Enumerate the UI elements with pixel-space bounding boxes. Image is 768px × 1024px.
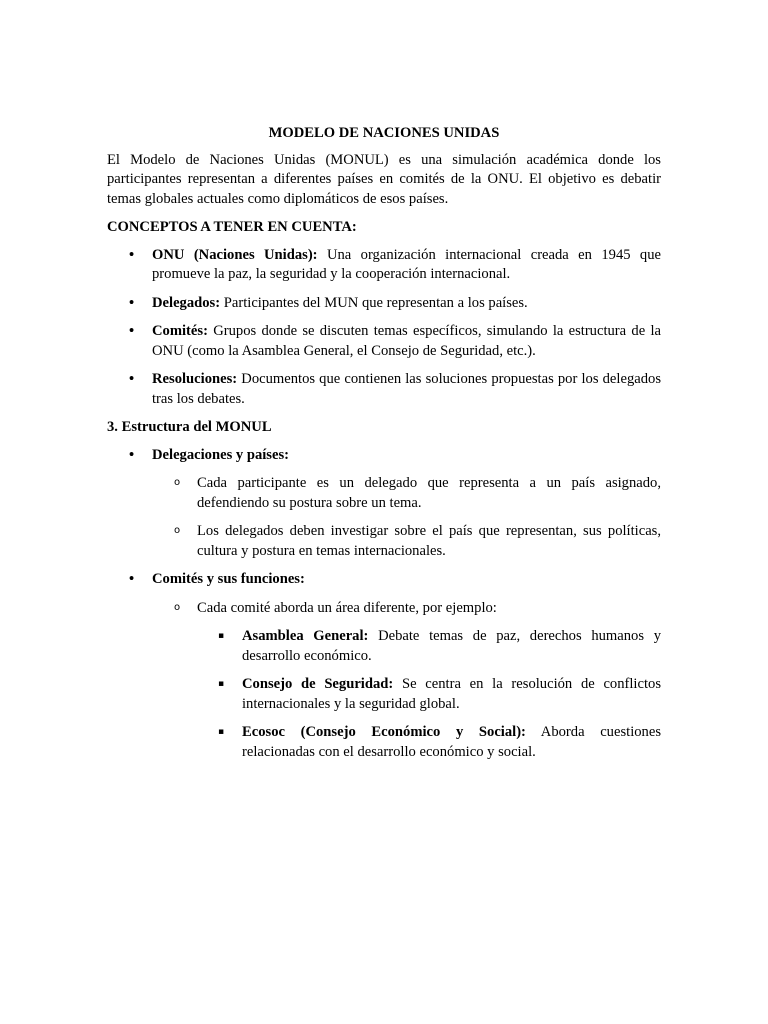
- concept-term: Resoluciones:: [152, 371, 238, 387]
- concept-item-resoluciones: [107, 370, 661, 409]
- concept-term: ONU (Naciones Unidas):: [152, 246, 318, 263]
- delegation-subitem: [107, 522, 661, 561]
- committee-term: Consejo de Seguridad:: [242, 676, 394, 692]
- committee-term: Asamblea General:: [242, 628, 369, 644]
- structure-label: Delegaciones y países:: [152, 446, 290, 463]
- bullet-marker: •: [129, 371, 135, 387]
- structure-item-committees: [107, 570, 661, 590]
- committee-asamblea: [107, 627, 661, 666]
- concept-text: Documentos que contienen las soluciones propuestas por los delegados tras los debates.: [152, 371, 661, 407]
- intro-paragraph: El Modelo de Naciones Unidas (MONUL) es una simulación académica donde los participantes representan a diferentes países en comités de la ONU. El objetivo es debatir temas globales actuales como diplomáticos de esos países.: [107, 151, 661, 207]
- subitem-text: Cada participante es un delegado que representa a un país asignado, defendiendo su postura sobre un tema.: [197, 475, 661, 511]
- concept-text: Grupos donde se discuten temas específicos, simulando la estructura de la ONU (como la Asamblea General, el Consejo de Seguridad, etc.).: [152, 323, 661, 359]
- structure-label: Comités y sus funciones:: [152, 571, 305, 587]
- subitem-text: Cada comité aborda un área diferente, por ejemplo:: [197, 599, 497, 616]
- concepts-list: [107, 246, 661, 410]
- committee-subitem: [107, 599, 661, 619]
- committee-text: Aborda cuestiones relacionadas con el desarrollo económico y social.: [242, 724, 661, 760]
- square-marker: ▪: [218, 631, 225, 641]
- concepts-heading: CONCEPTOS A TENER EN CUENTA:: [107, 219, 357, 235]
- bullet-marker: •: [129, 323, 135, 339]
- document-page: [107, 124, 661, 771]
- structure-item-delegations: [107, 446, 661, 466]
- concept-item-delegados: [107, 294, 661, 314]
- committee-consejo: [107, 675, 661, 714]
- circle-marker: o: [174, 525, 181, 536]
- document-title: MODELO DE NACIONES UNIDAS: [268, 125, 500, 141]
- committee-text: Debate temas de paz, derechos humanos y desarrollo económico.: [242, 628, 661, 664]
- concept-text: Una organización internacional creada en 1945 que promueve la paz, la seguridad y la cooperación internacional.: [152, 246, 661, 282]
- bullet-marker: •: [129, 446, 135, 463]
- structure-list: [107, 446, 661, 763]
- bullet-marker: •: [129, 294, 135, 311]
- delegation-subitem: [107, 474, 661, 513]
- square-marker: ▪: [218, 727, 225, 737]
- circle-marker: o: [174, 601, 181, 613]
- circle-marker: o: [174, 477, 181, 488]
- bullet-marker: •: [129, 246, 135, 263]
- committee-text: Se centra en la resolución de conflictos internacionales y la seguridad global.: [242, 676, 661, 712]
- subitem-text: Los delegados deben investigar sobre el país que representan, sus políticas, cultura y postura en temas internacionales.: [197, 523, 661, 559]
- concept-item-onu: [107, 246, 661, 285]
- bullet-marker: •: [129, 571, 135, 587]
- square-marker: ▪: [218, 679, 225, 689]
- structure-heading: 3. Estructura del MONUL: [107, 419, 272, 435]
- committee-term: Ecosoc (Consejo Económico y Social):: [242, 724, 526, 740]
- committee-ecosoc: [107, 723, 661, 762]
- concept-term: Comités:: [152, 323, 208, 339]
- concept-item-comites: [107, 322, 661, 361]
- concept-term: Delegados:: [152, 294, 221, 311]
- concept-text: Participantes del MUN que representan a los países.: [220, 294, 528, 311]
